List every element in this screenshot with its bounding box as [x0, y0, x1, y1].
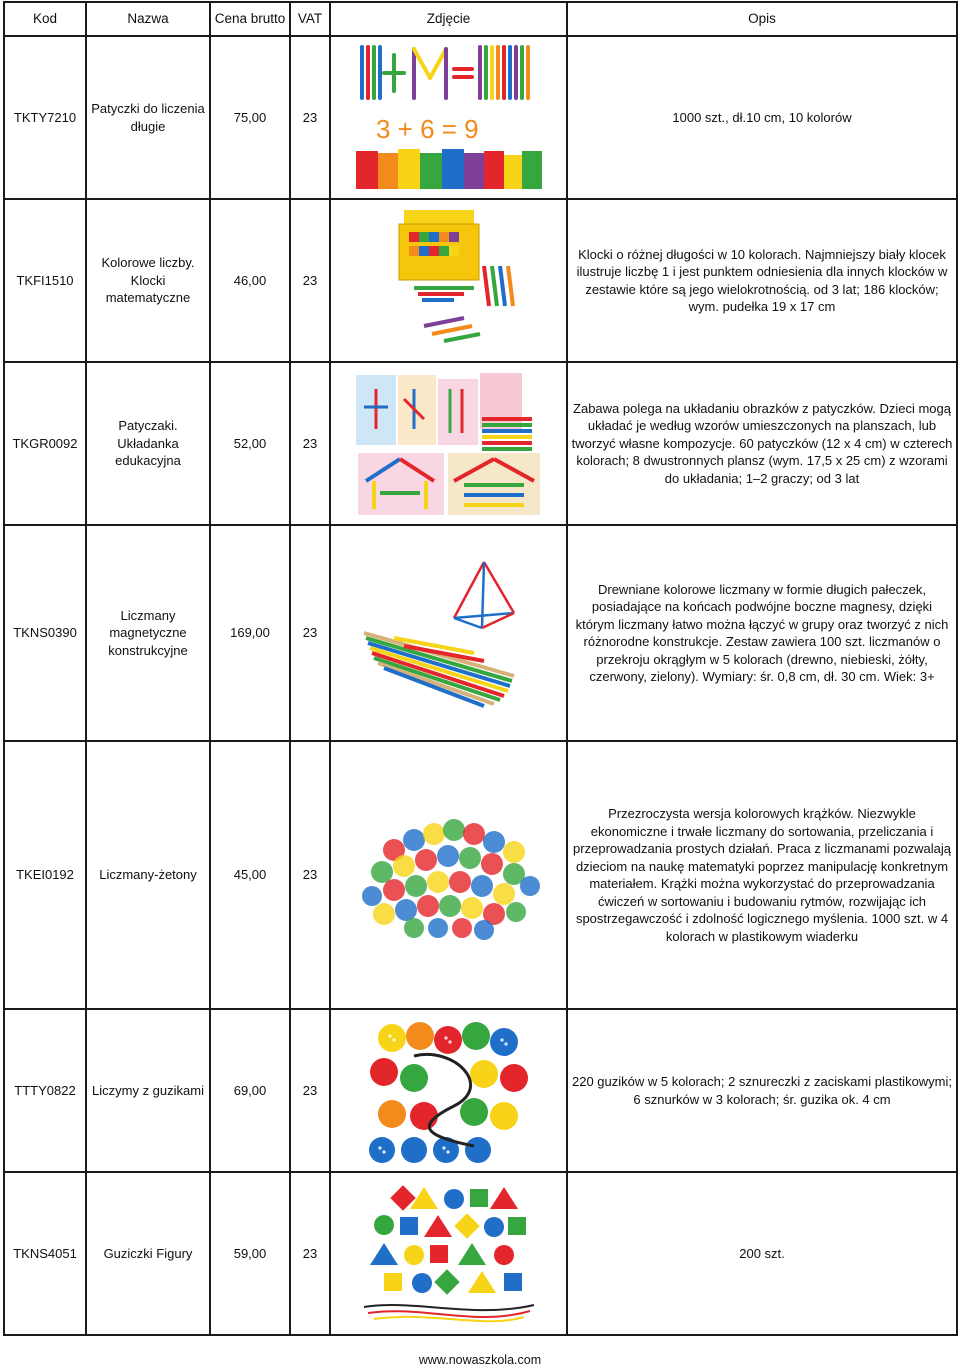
stick-puzzle-image: [354, 369, 544, 519]
table-row: [4, 362, 957, 525]
header-row: [4, 2, 957, 36]
product-code: TKNS4051: [4, 1172, 86, 1335]
product-description: 1000 szt., dł.10 cm, 10 kolorów: [567, 36, 957, 199]
product-photo-cell: [330, 1172, 567, 1335]
table-row: [4, 199, 957, 362]
table-row: [4, 525, 957, 741]
product-photo-cell: [330, 1009, 567, 1172]
product-description: Drewniane kolorowe liczmany w formie długich pałeczek, posiadające na końcach podwójne boczne magnesy, dzięki którym liczmany łatwo można łączyć w grupy oraz tworzyć z nich różnorodne konstrukcje. Zestaw zawiera 100 szt. liczmanów o przekroju okrągłym w 5 kolorach (drewno, niebieski, żółty, czerwony, zielony). Wymiary: śr. 0,8 cm, dł. 30 cm. Wiek: 3+: [567, 525, 957, 741]
product-photo-cell: [330, 36, 567, 199]
shape-buttons-image: [354, 1179, 544, 1329]
product-code: TKEI0192: [4, 741, 86, 1009]
counting-sticks-image: [354, 43, 544, 193]
product-vat: 23: [290, 1172, 330, 1335]
product-table: [3, 1, 958, 1336]
product-description: 220 guzików w 5 kolorach; 2 sznureczki z zaciskami plastikowymi; 6 sznurków w 3 kolorach; śr. guzika ok. 4 cm: [567, 1009, 957, 1172]
product-code: TKGR0092: [4, 362, 86, 525]
table-row: [4, 1009, 957, 1172]
header-vat: VAT: [290, 2, 330, 36]
footer-url[interactable]: www.nowaszkola.com: [418, 1353, 542, 1367]
product-price: 46,00: [210, 199, 290, 362]
header-zdjecie: Zdjęcie: [330, 2, 567, 36]
product-price: 59,00: [210, 1172, 290, 1335]
product-price: 169,00: [210, 525, 290, 741]
product-photo-cell: [330, 199, 567, 362]
product-photo: [354, 369, 544, 519]
product-vat: 23: [290, 362, 330, 525]
math-blocks-image: [354, 206, 544, 356]
product-price: 45,00: [210, 741, 290, 1009]
product-price: 69,00: [210, 1009, 290, 1172]
product-photo: [354, 206, 544, 356]
product-name: Guziczki Figury: [86, 1172, 210, 1335]
product-name: Kolorowe liczby. Klocki matematyczne: [86, 199, 210, 362]
product-description: Przezroczysta wersja kolorowych krążków. Niezwykle ekonomiczne i trwałe liczmany do sortowania, przeliczania i przeprowadzania prostych działań. Praca z liczmanami pozwalają dzieciom na naukę matematyki poprzez manipulację konkretnym materiałem. Krążki można wykorzystać do przeprowadzania ćwiczeń w sortowaniu i budowaniu rytmów, rozwijając ich spostrzegawczość i zdolność logicznego myślenia. 1000 szt. w 4 kolorach w plastikowym wiaderku: [567, 741, 957, 1009]
product-name: Patyczki do liczenia długie: [86, 36, 210, 199]
product-vat: 23: [290, 1009, 330, 1172]
product-name: Liczmany magnetyczne konstrukcyjne: [86, 525, 210, 741]
product-name: Liczymy z guzikami: [86, 1009, 210, 1172]
table-row: [4, 741, 957, 1009]
product-description: Zabawa polega na układaniu obrazków z patyczków. Dzieci mogą układać je według wzorów umieszczonych na planszach, lub tworzyć własne kompozycje. 60 patyczków (12 x 4 cm) w czterech kolorach; 8 dwustronnych plansz (wym. 17,5 x 25 cm) z wzorami do układania; 1–2 graczy; od 3 lat: [567, 362, 957, 525]
product-vat: 23: [290, 741, 330, 1009]
table-row: [4, 1172, 957, 1335]
product-code: TTTY0822: [4, 1009, 86, 1172]
product-code: TKFI1510: [4, 199, 86, 362]
photo-equation: 3 + 6 = 9: [375, 113, 479, 144]
product-vat: 23: [290, 525, 330, 741]
header-cena: Cena brutto: [210, 2, 290, 36]
product-photo: [354, 1179, 544, 1329]
product-description: 200 szt.: [567, 1172, 957, 1335]
product-photo: [354, 800, 544, 950]
buttons-image: [354, 1016, 544, 1166]
product-name: Liczmany-żetony: [86, 741, 210, 1009]
product-vat: 23: [290, 36, 330, 199]
product-code: TKTY7210: [4, 36, 86, 199]
header-opis: Opis: [567, 2, 957, 36]
product-name: Patyczaki. Układanka edukacyjna: [86, 362, 210, 525]
product-description: Klocki o różnej długości w 10 kolorach. Najmniejszy biały klocek ilustruje liczbę 1 i jest punktem odniesienia dla innych klocków w zestawie które są jego wielokrotnością. od 3 lat; 186 klocków; wym. pudełka 19 x 17 cm: [567, 199, 957, 362]
product-code: TKNS0390: [4, 525, 86, 741]
product-photo-cell: [330, 525, 567, 741]
product-photo: [354, 1016, 544, 1166]
product-photo-cell: [330, 362, 567, 525]
product-vat: 23: [290, 199, 330, 362]
product-photo: [354, 558, 544, 708]
header-kod: Kod: [4, 2, 86, 36]
table-row: [4, 36, 957, 199]
product-price: 52,00: [210, 362, 290, 525]
product-photo: [354, 43, 544, 193]
counters-image: [354, 800, 544, 950]
product-price: 75,00: [210, 36, 290, 199]
magnetic-sticks-image: [354, 558, 544, 708]
product-photo-cell: [330, 741, 567, 1009]
header-nazwa: Nazwa: [86, 2, 210, 36]
